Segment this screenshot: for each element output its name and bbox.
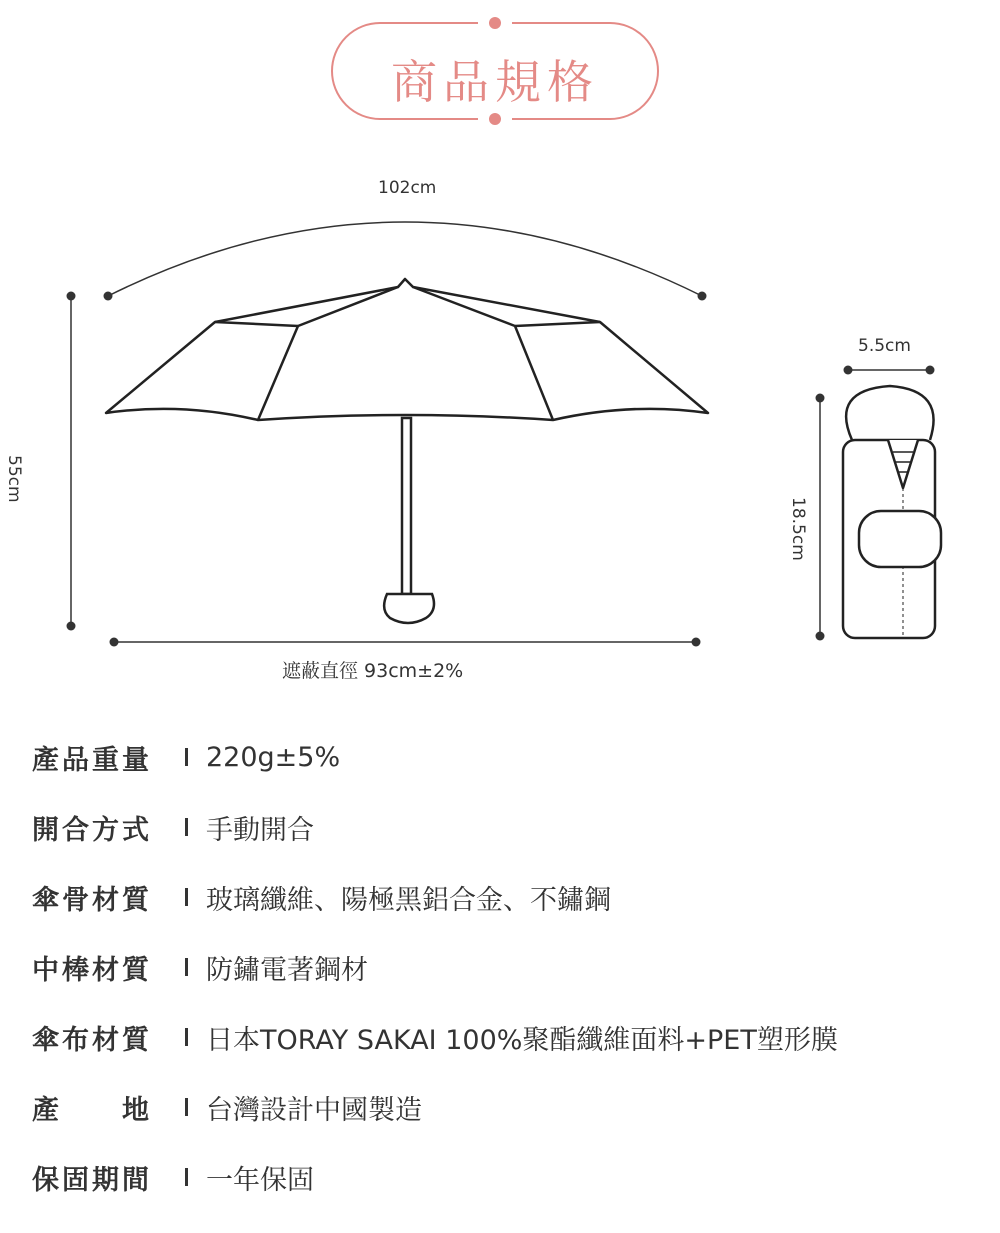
diameter-dot-right [692, 638, 701, 647]
spec-value: 一年保固 [206, 1164, 314, 1196]
height-dot-top [67, 292, 76, 301]
height-dot-bottom [67, 622, 76, 631]
umbrella-shaft [402, 418, 411, 594]
case-height-dot-bottom [816, 632, 825, 641]
spec-row-warranty [32, 1142, 972, 1212]
case-width-dot-right [926, 366, 935, 375]
spec-label: 產 地 [32, 1094, 152, 1126]
spec-row-fabric [32, 1002, 972, 1072]
spec-label: 產品重量 [32, 744, 152, 776]
umbrella-handle [384, 594, 434, 623]
spec-value: 日本TORAY SAKAI 100%聚酯纖維面料+PET塑形膜 [206, 1024, 838, 1056]
diameter-dot-left [110, 638, 119, 647]
spec-value: 220g±5% [206, 741, 341, 773]
spec-list [32, 722, 972, 1212]
spec-value: 玻璃纖維、陽極黑鋁合金、不鏽鋼 [206, 884, 611, 916]
spec-label: 中棒材質 [32, 954, 152, 986]
arc-length-label: 102cm [378, 178, 437, 198]
spec-label: 開合方式 [32, 814, 152, 846]
spec-separator [185, 1168, 188, 1186]
spec-label: 保固期間 [32, 1164, 152, 1196]
umbrella-canopy [106, 279, 708, 420]
spec-row-origin [32, 1072, 972, 1142]
spec-value: 台灣設計中國製造 [206, 1094, 422, 1126]
spec-label: 傘骨材質 [32, 884, 152, 916]
spec-label: 傘布材質 [32, 1024, 152, 1056]
spec-row-weight [32, 722, 972, 792]
spec-value: 防鏽電著鋼材 [206, 954, 368, 986]
arc-dimension-line [108, 222, 702, 296]
arc-dot-right [698, 292, 707, 301]
spec-value: 手動開合 [206, 814, 314, 846]
spec-separator [185, 958, 188, 976]
umbrella-case [843, 386, 941, 638]
spec-row-opening [32, 792, 972, 862]
case-width-dot-left [844, 366, 853, 375]
case-height-label: 18.5cm [788, 497, 808, 561]
spec-separator [185, 1098, 188, 1116]
arc-dot-left [104, 292, 113, 301]
diameter-label: 遮蔽直徑 93cm±2% [282, 660, 464, 682]
spec-row-rib-material [32, 862, 972, 932]
spec-separator [185, 748, 188, 766]
page-title: 商品規格 [391, 55, 599, 109]
case-width-label: 5.5cm [858, 336, 911, 356]
height-label: 55cm [4, 455, 24, 503]
spec-separator [185, 888, 188, 906]
case-height-dot-top [816, 394, 825, 403]
spec-separator [185, 1028, 188, 1046]
spec-separator [185, 818, 188, 836]
spec-row-shaft-material [32, 932, 972, 1002]
